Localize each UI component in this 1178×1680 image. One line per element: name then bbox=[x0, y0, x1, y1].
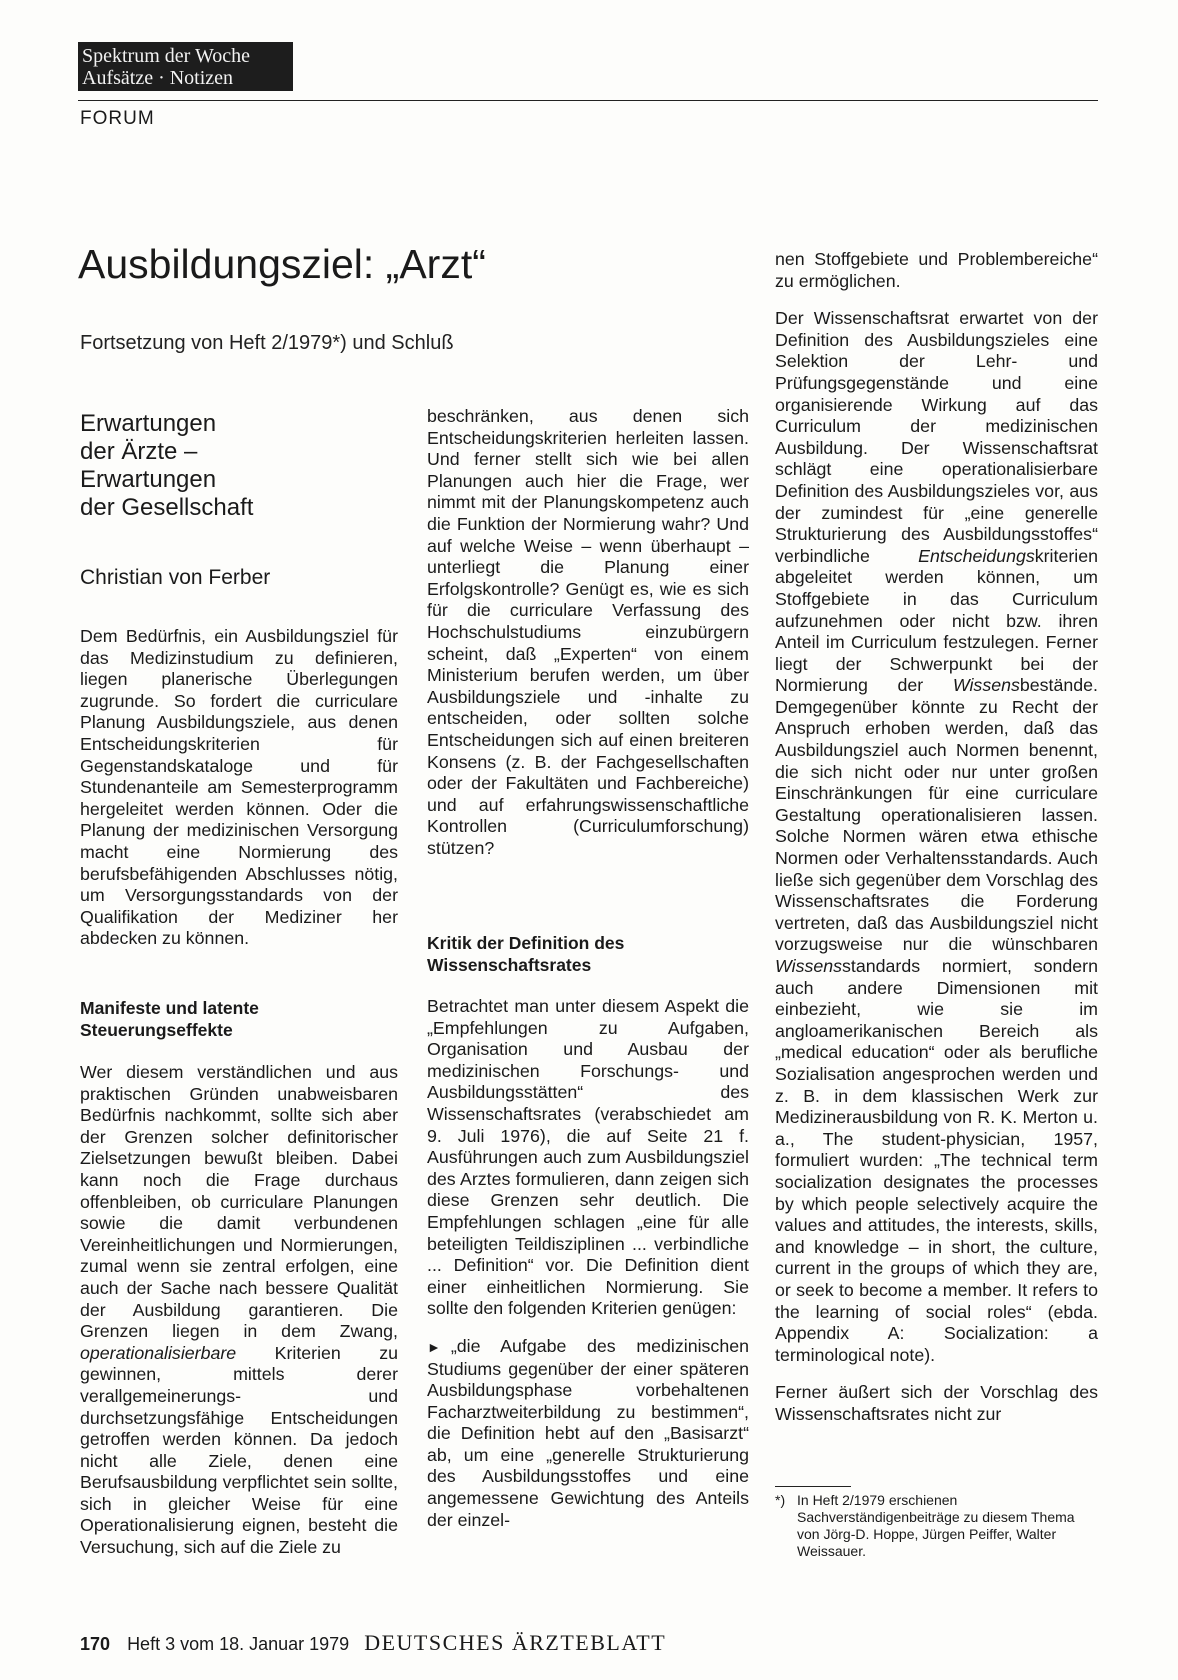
quote-paragraph bbox=[427, 1336, 749, 1531]
article-topics bbox=[80, 410, 380, 522]
emphasis: Entscheidungs bbox=[918, 545, 1035, 566]
section-label-box bbox=[78, 42, 293, 91]
emphasis: operationalisierbare bbox=[80, 1342, 237, 1363]
header-rule bbox=[78, 100, 1098, 101]
label-line-2: Aufsätze · Notizen bbox=[82, 67, 234, 89]
label-line-1: Spektrum der Woche bbox=[82, 45, 250, 67]
footnote-text: In Heft 2/1979 erschienen Sachverständigenbeiträge zu diesem Thema von Jörg-D. Hoppe, Jürgen Peiffer, Walter Weissauer. bbox=[797, 1492, 1075, 1559]
article-subtitle: Fortsetzung von Heft 2/1979*) und Schluß bbox=[80, 332, 454, 354]
column-3 bbox=[775, 249, 1098, 1425]
column-2-body bbox=[427, 996, 749, 1531]
text-run: Wer diesem verständlichen und aus praktischen Gründen unabweisbaren Bedürfnis nachkommt, sollte sich aber der Grenzen solcher definitorischer Zielsetzungen bewußt bleiben. Dabei kann noch die Frage durchaus offenbleiben, ob curriculare Planungen sowie die damit verbundenen Vereinheitlichungen und Normierungen, zumal wenn sie zentral erfolgen, eine auch der Sache nach bessere Qualität der Ausbildung garantieren. Die Grenzen liegen in dem Zwang, bbox=[80, 1062, 398, 1342]
column-1-intro bbox=[80, 626, 398, 950]
magazine-name: DEUTSCHES ÄRZTEBLATT bbox=[364, 1630, 667, 1655]
heading-steuerungseffekte: Manifeste und latente Steuerungseffekte bbox=[80, 998, 259, 1040]
emphasis: Wissens bbox=[952, 675, 1020, 696]
text-run: Der Wissenschaftsrat erwartet von der Definition des Ausbildungszieles eine Selektion der Lehr- und Prüfungsgegenstände und eine organisierende Wirkung auf das Curriculum der medizinischen Ausbildung. Der Wissenschaftsrat schlägt eine operationalisierbare Definition des Ausbildungszieles vor, aus der zumindest für „eine generelle Strukturierung des Ausbildungsstoffes“ verbindliche bbox=[775, 308, 1098, 566]
col3-paragraph-2 bbox=[775, 308, 1098, 1366]
section1-paragraph bbox=[80, 1062, 398, 1559]
col3-paragraph-1: nen Stoffgebiete und Problembereiche“ zu ermöglichen. bbox=[775, 249, 1098, 291]
article-title: Ausbildungsziel: „Arzt“ bbox=[78, 241, 486, 287]
text-run: bestände. Demgegenüber könnte zu Recht der Anspruch erhoben werden, daß das Ausbildungsziel auch Normen benennt, die sich nicht oder nur unter großen Einschränkungen für eine curriculare Gestaltung operationalisieren lassen. Solche Normen wären etwa ethische Normen oder Verhaltensstandards. Auch ließe sich gegenüber dem Vorschlag des Wissenschaftsrates die Forderung vertreten, daß das Ausbildungsziel nicht vorzugsweise nur die wünschbaren bbox=[775, 675, 1098, 955]
topic-line: Erwartungen bbox=[80, 466, 217, 493]
text-run: Kriterien zu gewinnen, mittels derer verallgemeinerungs- und durchsetzungsfähige Entscheidungen getroffen werden können. Da jedoch nicht alle Ziele, denen eine Berufsausbildung verpflichtet sein sollte, sich in gleicher Weise für eine Operationalisierung eignen, besteht die Versuchung, sich auf die Ziele zu bbox=[80, 1342, 398, 1558]
heading-kritik: Kritik der Definition des Wissenschaftsrates bbox=[427, 933, 625, 975]
emphasis: Wissens bbox=[775, 956, 843, 976]
page-number: 170 bbox=[80, 1634, 111, 1654]
col3-paragraph-3: Ferner äußert sich der Vorschlag des Wissenschaftsrates nicht zur bbox=[775, 1382, 1098, 1424]
page-footer bbox=[80, 1630, 666, 1656]
topic-line: Erwartungen bbox=[80, 410, 217, 437]
text-run: standards normiert, sondern auch andere Dimensionen mit einbezieht, wie sie im angloamerikanischen Bereich als „medical education“ oder als berufliche Sozialisation angesprochen werden und z. B. in dem klassischen Werk zur Medizinerausbildung von R. K. Merton u. a., The student-physician, 1957, formuliert wurden: „The technical term socialization designates the processes by which people selectively acquire the values and attitudes, the interests, skills, and knowledge – in short, the culture, current in the groups of which they are, or seek to become a member. It refers to the learning of social roles“ (ebda. Appendix A: Socialization: a terminological note). bbox=[775, 956, 1098, 1365]
section-name: FORUM bbox=[80, 108, 155, 129]
footnote-mark: *) bbox=[775, 1492, 786, 1508]
article-author: Christian von Ferber bbox=[80, 566, 271, 589]
section2-paragraph: Betrachtet man unter diesem Aspekt die „Empfehlungen zu Aufgaben, Organisation und Ausbau der medizinischen Forschungs- und Ausbildungsstätten“ des Wissenschaftsrates (verabschiedet am 9. Juli 1976), die auf Seite 21 f. Ausführungen auch zum Ausbildungsziel des Arztes formulieren, dann zeigen sich diese Grenzen sehr deutlich. Die Empfehlungen schlagen „eine für alle beteiligten Teildisziplinen ... verbindliche ... Definition“ vor. Die Definition dient einer einheitlichen Normierung. Sie sollte den folgenden Kriterien genügen: bbox=[427, 996, 749, 1319]
footnote bbox=[775, 1492, 1098, 1560]
column-2-top bbox=[427, 406, 749, 859]
col2-paragraph: beschränken, aus denen sich Entscheidungskriterien herleiten lassen. Und ferner stellt sich wie bei allen Planungen auch hier die Frage, wer nimmt mit der Planungskompetenz auch die Funktion der Normierung wahr? Und auf welche Weise – wenn überhaupt – unterliegt die Planung einer Erfolgskontrolle? Genügt es, wie es sich für die curriculare Verfassung des Hochschulstudiums einzubürgern scheint, daß „Experten“ von einem Ministerium berufen werden, um über Ausbildungsziele und -inhalte zu entscheiden, oder sollten solche Entscheidungen sich auf einen breiteren Konsens (z. B. der Fachgesellschaften oder der Fakultäten und Fachbereiche) und auf erfahrungswissenschaftliche Kontrollen (Curriculumforschung) stützen? bbox=[427, 406, 749, 858]
quote-text: „die Aufgabe des medizinischen Studiums gegenüber der einer späteren Ausbildungsphase vorbehaltenen Facharztweiterbildung zu bestimmen“, die Definition hebt auf den „Basisarzt“ ab, um eine „generelle Strukturierung des Ausbildungsstoffes und eine angemessene Gewichtung des Anteils der einzel- bbox=[427, 1335, 749, 1530]
arrow-bullet-icon: ► bbox=[427, 1338, 441, 1355]
topic-line: der Ärzte – bbox=[80, 438, 198, 465]
column-1-body bbox=[80, 1062, 398, 1559]
topic-line: der Gesellschaft bbox=[80, 494, 254, 521]
text-run: kriterien abgeleitet werden können, um Stoffgebiete in das Curriculum aufzunehmen oder nicht bzw. ihren Anteil im Curriculum festzulegen. Ferner liegt der Schwerpunkt bei der Normierung der bbox=[775, 545, 1098, 696]
issue-info: Heft 3 vom 18. Januar 1979 bbox=[127, 1634, 350, 1654]
footnote-rule bbox=[775, 1486, 851, 1487]
intro-paragraph: Dem Bedürfnis, ein Ausbildungsziel für das Medizinstudium zu definieren, liegen planerische Überlegungen zugrunde. So fordert die curriculare Planung Ausbildungsziele, aus denen Entscheidungskriterien für Gegenstandskataloge und für Stundenanteile am Semesterprogramm hergeleitet werden können. Oder die Planung der medizinischen Versorgung macht eine Normierung des berufsbefähigenden Abschlusses nötig, um Versorgungsstandards von der Qualifikation der Mediziner her abdecken zu können. bbox=[80, 626, 398, 949]
